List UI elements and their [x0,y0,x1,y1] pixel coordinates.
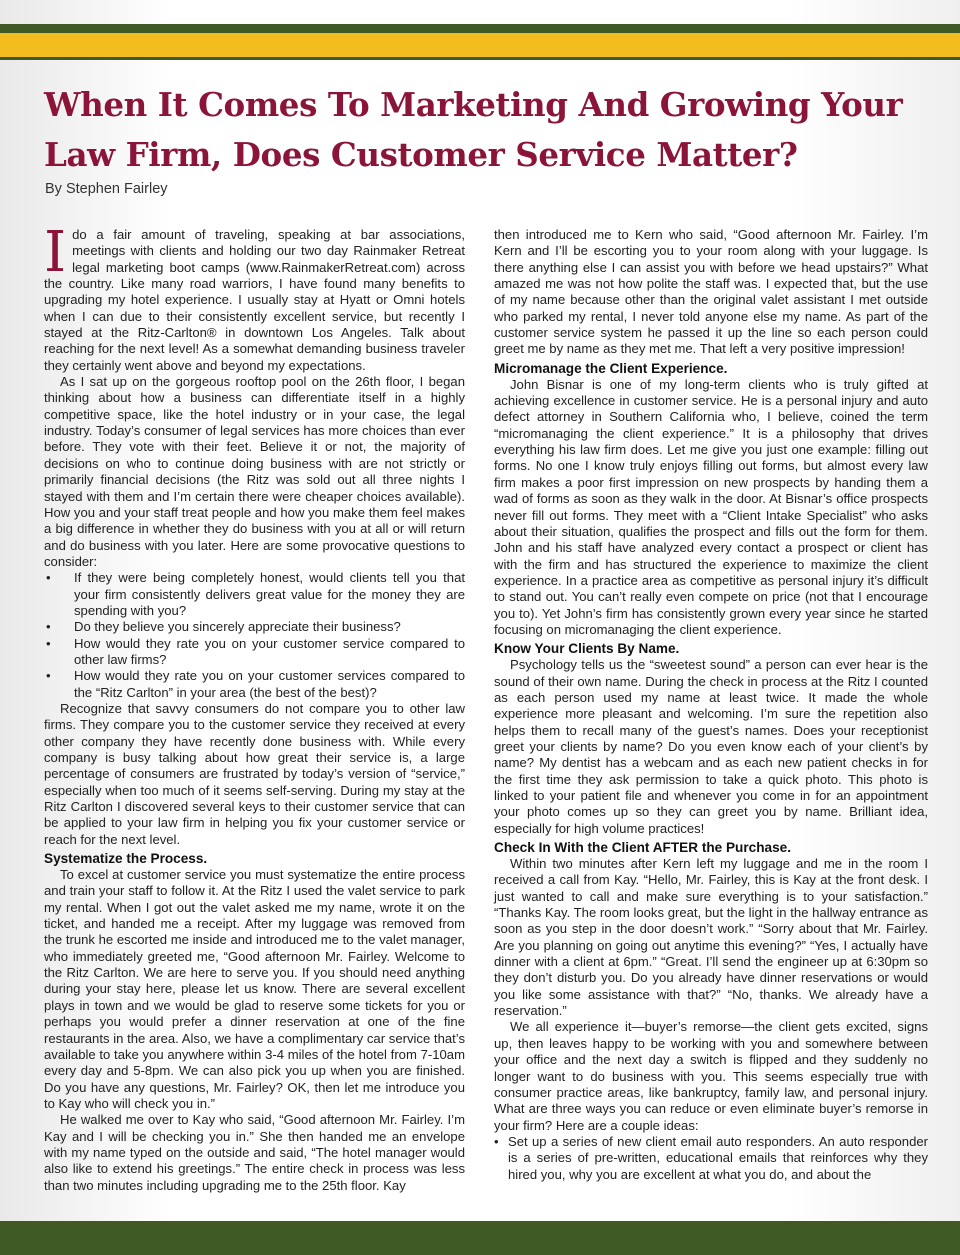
paragraph: We all experience it—buyer’s remorse—the client gets excited, signs up, then leaves happy to be working with you and somewhere between your office and the next day a switch is flipped and they suddenly no longer want to do business with you. This seems especially true with consumer practice areas, like bankruptcy, family law, and personal injury. What are three ways you can reduce or even eliminate buyer’s remorse in your firm? Here are a couple ideas: [494,1019,928,1133]
list-item-text: How would they rate you on your customer services compared to the “Ritz Carlton” in your area (the best of the best)? [74,668,465,700]
section-heading: Know Your Clients By Name. [494,641,680,657]
list-item [44,668,465,701]
list-item [44,636,465,669]
paragraph: Within two minutes after Kern left my luggage and me in the room I received a call from Kay. “Hello, Mr. Fairley, this is Kay at the front desk. I just wanted to call and make sure everything is to your satisfaction.” “Thanks Kay. The room looks great, but the light in the hallway entrance as soon as you step in the door doesn’t work.” “Sorry about that Mr. Fairley. Are you planning on going out anytime this evening?” “Yes, I actually have dinner with a client at 6pm.” “Great. I’ll send the engineer up at 6:30pm so they don’t disturb you. Do you already have dinner reservations or would you like some assistance with that?” “No, thanks. We already have a reservation.” [494,856,928,1019]
drop-cap: I [44,220,67,285]
paragraph: He walked me over to Kay who said, “Good afternoon Mr. Fairley. I’m Kay and I will be checking you in.” She then handed me an envelope with my name typed on the outside and said, “The hotel manager would also like to extend his greetings.” The entire check in process was less than two minutes including upgrading me to the 25th floor. Kay [44,1112,465,1193]
list-item-text: How would they rate you on your customer service compared to other law firms? [74,635,465,667]
section-heading: Systematize the Process. [44,851,208,867]
article-title: When It Comes To Marketing And Growing Your Law Firm, Does Customer Service Matter? [44,85,903,174]
list-item-text: If they were being completely honest, would clients tell you that your firm consistently delivers great value for the money they are spending with you? [74,570,465,618]
bullet-icon: • [46,635,51,651]
column-left [44,220,465,1194]
paragraph: To excel at customer service you must systematize the entire process and train your staff to follow it. At the Ritz I used the valet service to park my rental. When I got out the valet asked me my name, wrote it on the ticket, and handed me a receipt. After my luggage was removed from the trunk he escorted me inside and introduced me to the valet manager, who immediately greeted me, “Good afternoon Mr. Fairley. Welcome to the Ritz Carlton. We are here to serve you. If you should need anything during your stay here, please let us know. There are several excellent plays in town and we would be glad to reserve some tickets for you or perhaps you would prefer a dinner reservation at one of the fine restaurants in the area. Also, we have a complimentary car service that’s available to take you anywhere within 3-4 miles of the hotel from 7-10am every day and 5-8pm. We can also pick you up when you are finished. Do you have any questions, Mr. Fairley? OK, then let me introduce you to Kay who will check you in.” [44,867,465,1111]
question-list [44,570,465,701]
paragraph: then introduced me to Kern who said, “Good afternoon Mr. Fairley. I’m Kern and I’ll be escorting you to your room along with your luggage. Is there anything else I can assist you with before we head upstairs?” What amazed me was not how polite the staff was. I expected that, but the use of my name because other than the original valet assistant I met outside who parked my rental, I never told anyone else my name. As part of the customer service system he passed it up the line so each person could greet me by name as they met me. That left a very positive impression! [494,227,928,357]
paragraph: Psychology tells us the “sweetest sound” a person can ever hear is the sound of their own name. During the check in process at the Ritz I counted as each person used my name at least twice. It made the whole experience more pleasant and welcoming. I’m sure the repetition also helps them to recall many of the guest’s names. Does your receptionist greet your clients by name? Do you even know each of your client’s by name? My dentist has a webcam and as each new patient checks in for the first time they ask permission to take a quick photo. This photo is linked to your patient file and whenever you come in for an appointment your photo comes up so they can greet you by name. Brilliant idea, especially for high volume practices! [494,657,928,836]
list-item-text: Do they believe you sincerely appreciate their business? [74,619,401,635]
list-item-text: Set up a series of new client email auto responders. An auto responder is a series of pre-written, educational emails that reinforces why they hired you, why you are excellent at what you do, and about the [508,1133,928,1182]
section-heading: Micromanage the Client Experience. [494,360,728,376]
paragraph [44,220,465,374]
column-right [494,227,928,1183]
article-byline: By Stephen Fairley [45,181,168,197]
section-heading: Check In With the Client AFTER the Purchase. [494,840,791,856]
bullet-icon: • [46,668,51,684]
list-item [44,619,465,635]
top-band-dark [0,24,960,33]
idea-list [494,1134,928,1183]
bottom-band [0,1221,960,1255]
bullet-icon: • [46,619,51,635]
top-band-line [0,57,960,60]
paragraph: As I sat up on the gorgeous rooftop pool on the 26th floor, I began thinking about how a business can differentiate itself in a highly competitive space, like the hotel industry or in your case, the legal industry. Today’s consumer of legal services has more choices than ever before. They vote with their feet. Believe it or not, the majority of decisions on who to continue doing business with are not strictly or primarily financial decisions (the Ritz was sold out all three nights I stayed with them and I’m certain there were cheaper choices available). How you and your staff treat people and how you make them feel makes a big difference in whether they do business with you at all or will return and do business with you later. Here are some provocative questions to consider: [44,374,465,569]
top-band-gold [0,33,960,57]
bullet-icon: • [494,1133,499,1149]
paragraph: John Bisnar is one of my long-term clients who is truly gifted at achieving excellence in customer service. He is a personal injury and auto defect attorney in Southern California who, I believe, coined the term “micromanaging the client experience.” It is a philosophy that drives everything his law firm does. Let me give you just one example: filling out forms. No one I know truly enjoys filling out forms, but almost every law firm makes a poor first impression on new prospects by handing them a wad of forms as soon as they walk in the door. At Bisnar’s office prospects never fill out forms. They meet with a “Client Intake Specialist” who asks about their situation, qualifies the prospect and fills out the form for them. John and his staff have analyzed every contact a prospect or client has with the firm and has structured the experience to maximize the client experience. In a practice area as competitive as personal injury it’s difficult to stand out. You can’t really even compete on price (not that I encourage you to). Yet John’s firm has consistently grown every year since he started focusing on micromanaging the client experience. [494,376,928,637]
bullet-icon: • [46,570,51,586]
list-item [494,1134,928,1183]
paragraph-text: do a fair amount of traveling, speaking at bar associations, meetings with clients and holding our two day Rainmaker Retreat legal marketing boot camps (www.RainmakerRetreat.com) across the country. Like many road warriors, I have found many benefits to upgrading my hotel experience. I usually stay at Hyatt or Omni hotels when I can due to their consistently excellent service, but recently I stayed at the Ritz-Carlton® in downtown Los Angeles. Talk about reaching for the next level! As a somewhat demanding business traveler they certainly went above and beyond my expectations. [44,227,465,373]
paragraph: Recognize that savvy consumers do not compare you to other law firms. They compare you to the customer service they received at every other company they have recently done business with. While every company is busy talking about how great their service is, a large percentage of consumers are frustrated by today’s version of “service,” especially when too much of it seems self-serving. During my stay at the Ritz Carlton I discovered several keys to their customer service that can be applied to your law firm in helping you fix your customer service or reach for the next level. [44,700,465,847]
list-item [44,570,465,619]
